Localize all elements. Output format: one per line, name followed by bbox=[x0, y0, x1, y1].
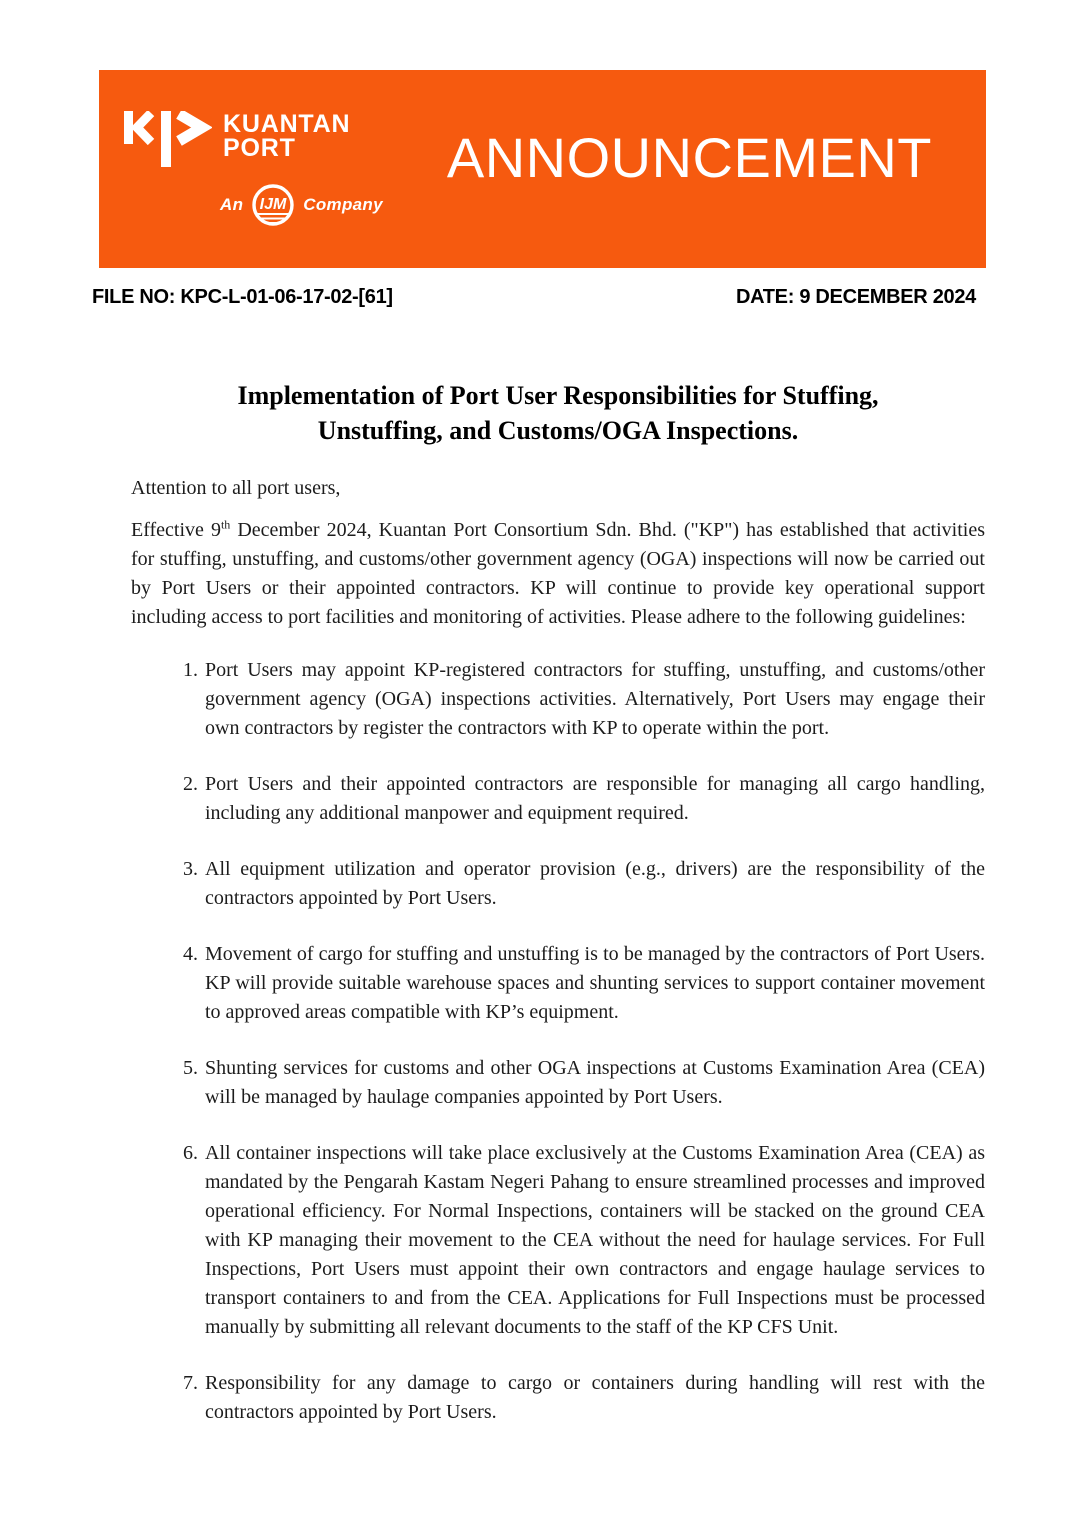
intro-text-rest: December 2024, Kuantan Port Consortium Sdn. Bhd. ("KP") has established that activities for stuffing, unstuffing, and customs/other government agency (OGA) inspections will now be carried out by Port Users or their appointed contractors. KP will continue to provide key operational support including access to port facilities and monitoring of activities. Please adhere to the following guidelines: bbox=[131, 519, 985, 628]
ijm-tagline bbox=[220, 184, 383, 226]
document-title bbox=[131, 378, 985, 448]
meta-row bbox=[92, 286, 976, 309]
date: DATE: 9 DECEMBER 2024 bbox=[735, 286, 976, 308]
intro-text-start: Effective 9 bbox=[131, 519, 221, 541]
document-title-line1: Implementation of Port User Responsibilities for Stuffing, bbox=[237, 381, 879, 410]
file-number: FILE NO: KPC-L-01-06-17-02-[61] bbox=[92, 286, 393, 308]
guideline-item: 7. Responsibility for any damage to cargo or containers during handling will rest with the contractors appointed by Port Users. bbox=[203, 1369, 985, 1427]
guidelines-list bbox=[131, 656, 985, 1427]
kp-monogram-icon bbox=[124, 111, 212, 167]
intro-paragraph bbox=[131, 516, 985, 632]
svg-text:IJM: IJM bbox=[259, 196, 287, 213]
guideline-item: 6. All container inspections will take place exclusively at the Customs Examination Area (CEA) as mandated by the Pengarah Kastam Negeri Pahang to ensure streamlined processes and improved operational efficiency. For Normal Inspections, containers will be stacked on the ground CEA with KP managing their movement to the CEA without the need for haulage services. For Full Inspections, Port Users must appoint their own contractors and engage haulage services to transport containers to and from the CEA. Applications for Full Inspections must be processed manually by submitting all relevant documents to the staff of the KP CFS Unit. bbox=[203, 1139, 985, 1342]
document-body bbox=[131, 378, 985, 1454]
guideline-item: 4. Movement of cargo for stuffing and unstuffing is to be managed by the contractors of Port Users. KP will provide suitable warehouse spaces and shunting services to support container movement to approved areas compatible with KP’s equipment. bbox=[203, 940, 985, 1027]
tagline-prefix: An bbox=[220, 195, 244, 214]
guideline-item: 3. All equipment utilization and operator provision (e.g., drivers) are the responsibility of the contractors appointed by Port Users. bbox=[203, 855, 985, 913]
guideline-item: 1. Port Users may appoint KP-registered contractors for stuffing, unstuffing, and customs/other government agency (OGA) inspections activities. Alternatively, Port Users may engage their own contractors by register the contractors with KP to operate within the port. bbox=[203, 656, 985, 743]
kuantan-port-logo bbox=[124, 111, 350, 167]
tagline-suffix: Company bbox=[303, 195, 383, 214]
document-title-line2: Unstuffing, and Customs/OGA Inspections. bbox=[317, 416, 799, 445]
ordinal-suffix: th bbox=[220, 517, 231, 532]
guideline-item: 5. Shunting services for customs and other OGA inspections at Customs Examination Area (CEA) will be managed by haulage companies appointed by Port Users. bbox=[203, 1054, 985, 1112]
banner-heading: ANNOUNCEMENT bbox=[446, 126, 932, 189]
ijm-logo-icon bbox=[252, 184, 294, 226]
brand-name-line2: PORT bbox=[223, 134, 296, 162]
brand-name-line1: KUANTAN bbox=[223, 110, 351, 138]
brand-name bbox=[223, 112, 350, 160]
guideline-item: 2. Port Users and their appointed contractors are responsible for managing all cargo handling, including any additional manpower and equipment required. bbox=[203, 770, 985, 828]
announcement-banner bbox=[99, 70, 986, 268]
salutation: Attention to all port users, bbox=[131, 477, 341, 499]
